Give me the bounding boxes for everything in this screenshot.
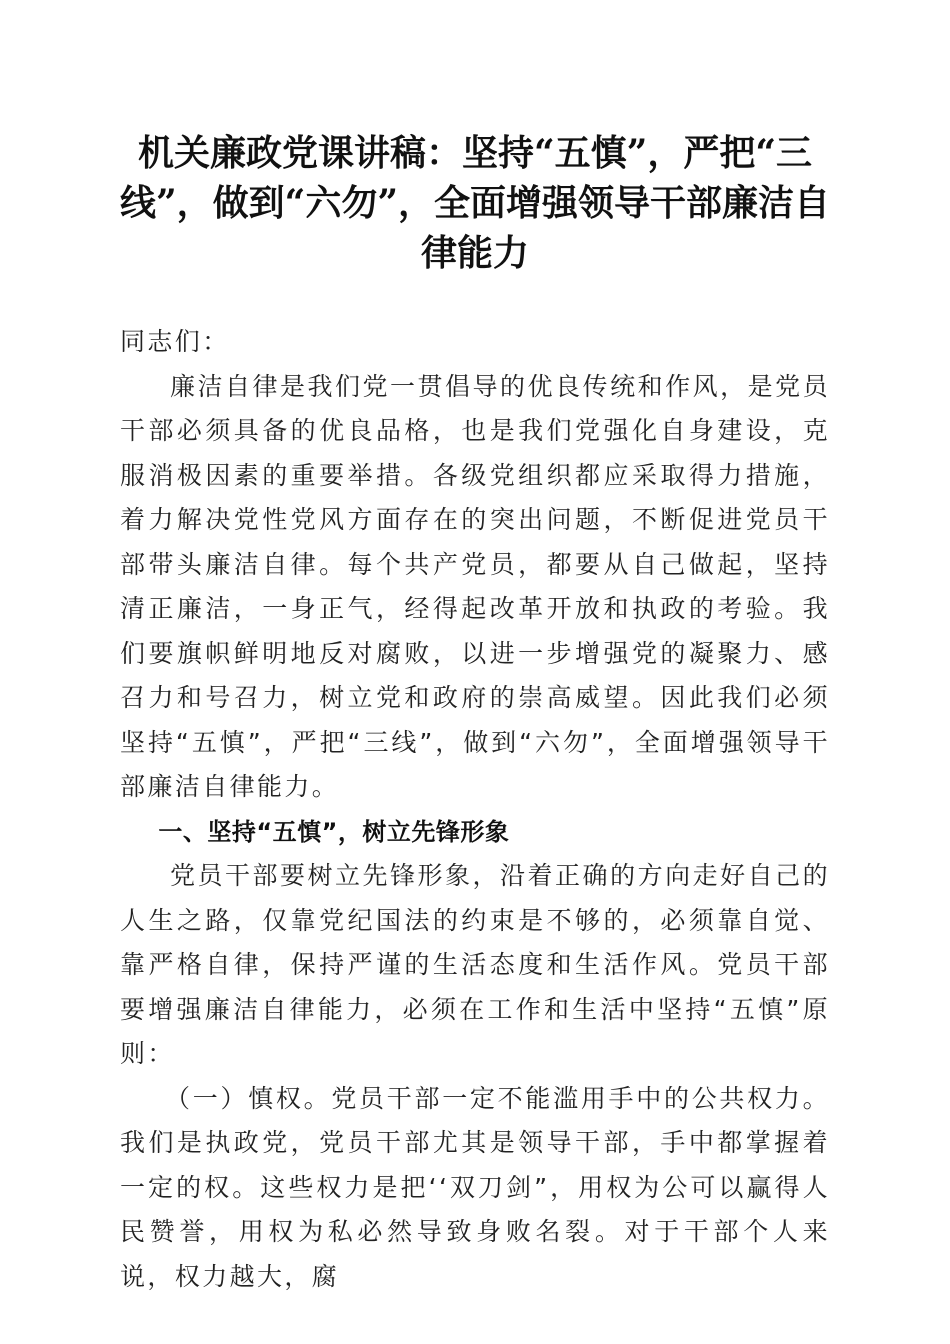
document-body <box>120 320 830 1299</box>
document-title: 机关廉政党课讲稿：坚持“五慎”，严把“三线”，做到“六勿”，全面增强领导干部廉洁自律能力 <box>119 132 831 274</box>
section-1-paragraph: 党员干部要树立先锋形象，沿着正确的方向走好自己的人生之路，仅靠党纪国法的约束是不够的，必须靠自觉、靠严格自律，保持严谨的生活态度和生活作风。党员干部要增强廉洁自律能力，必须在工作和生活中坚持“五慎”原则： <box>120 861 830 1068</box>
intro-paragraph: 廉洁自律是我们党一贯倡导的优良传统和作风，是党员干部必须具备的优良品格，也是我们党强化自身建设，克服消极因素的重要举措。各级党组织都应采取得力措施，着力解决党性党风方面存在的突出问题，不断促进党员干部带头廉洁自律。每个共产党员，都要从自己做起，坚持清正廉洁，一身正气，经得起改革开放和执政的考验。我们要旗帜鲜明地反对腐败，以进一步增强党的凝聚力、感召力和号召力，树立党和政府的崇高威望。因此我们必须坚持“五慎”，严把“三线”，做到“六勿”，全面增强领导干部廉洁自律能力。 <box>120 371 830 801</box>
salutation: 同志们： <box>120 327 230 356</box>
section-heading-1: 一、坚持“五慎”，树立先锋形象 <box>158 817 510 846</box>
subsection-1-paragraph: （一）慎权。党员干部一定不能滥用手中的公共权力。我们是执政党，党员干部尤其是领导干部，手中都掌握着一定的权。这些权力是把‘‘双刀剑”，用权为公可以赢得人民赞誉，用权为私必然导致身败名裂。对于干部个人来说，权力越大，腐 <box>120 1083 830 1291</box>
